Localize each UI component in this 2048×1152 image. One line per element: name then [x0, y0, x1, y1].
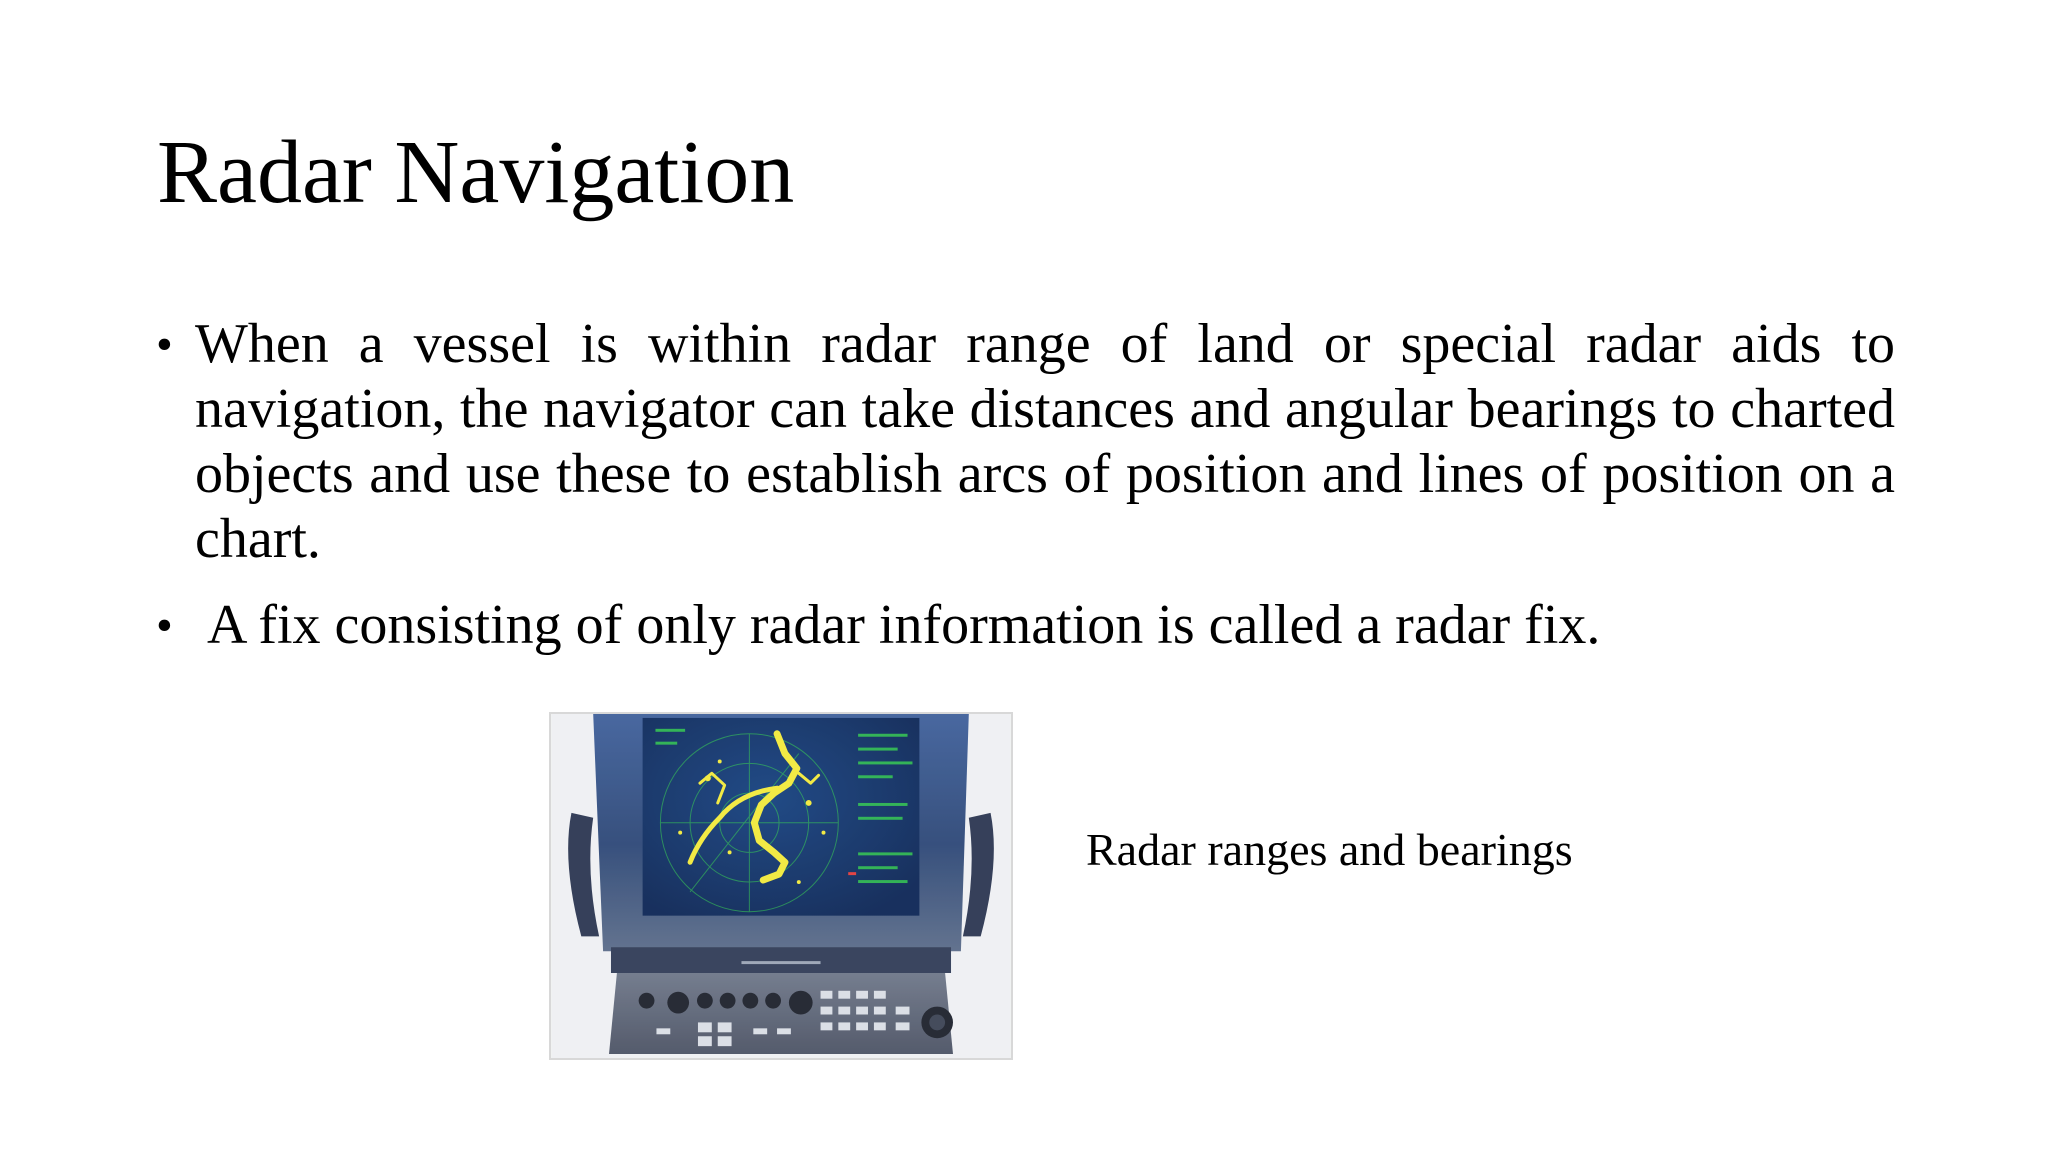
bullet-item	[150, 593, 1895, 658]
figure-caption: Radar ranges and bearings	[1086, 824, 1573, 875]
bullet-marker: •	[156, 318, 173, 371]
bullet-text: When a vessel is within radar range of land or special radar aids to navigation, the navigator can take distances and angular bearings to charted objects and use these to establish arcs of position and lines of position on a chart.	[195, 313, 1895, 570]
bullet-item	[150, 312, 1895, 572]
radar-display-icon	[551, 714, 1011, 1058]
bullet-text: A fix consisting of only radar information is called a radar fix.	[207, 594, 1601, 656]
radar-display-photo	[549, 712, 1013, 1060]
bullet-marker: •	[156, 599, 173, 652]
slide-title: Radar Navigation	[157, 123, 795, 222]
bullet-list	[150, 312, 1895, 658]
